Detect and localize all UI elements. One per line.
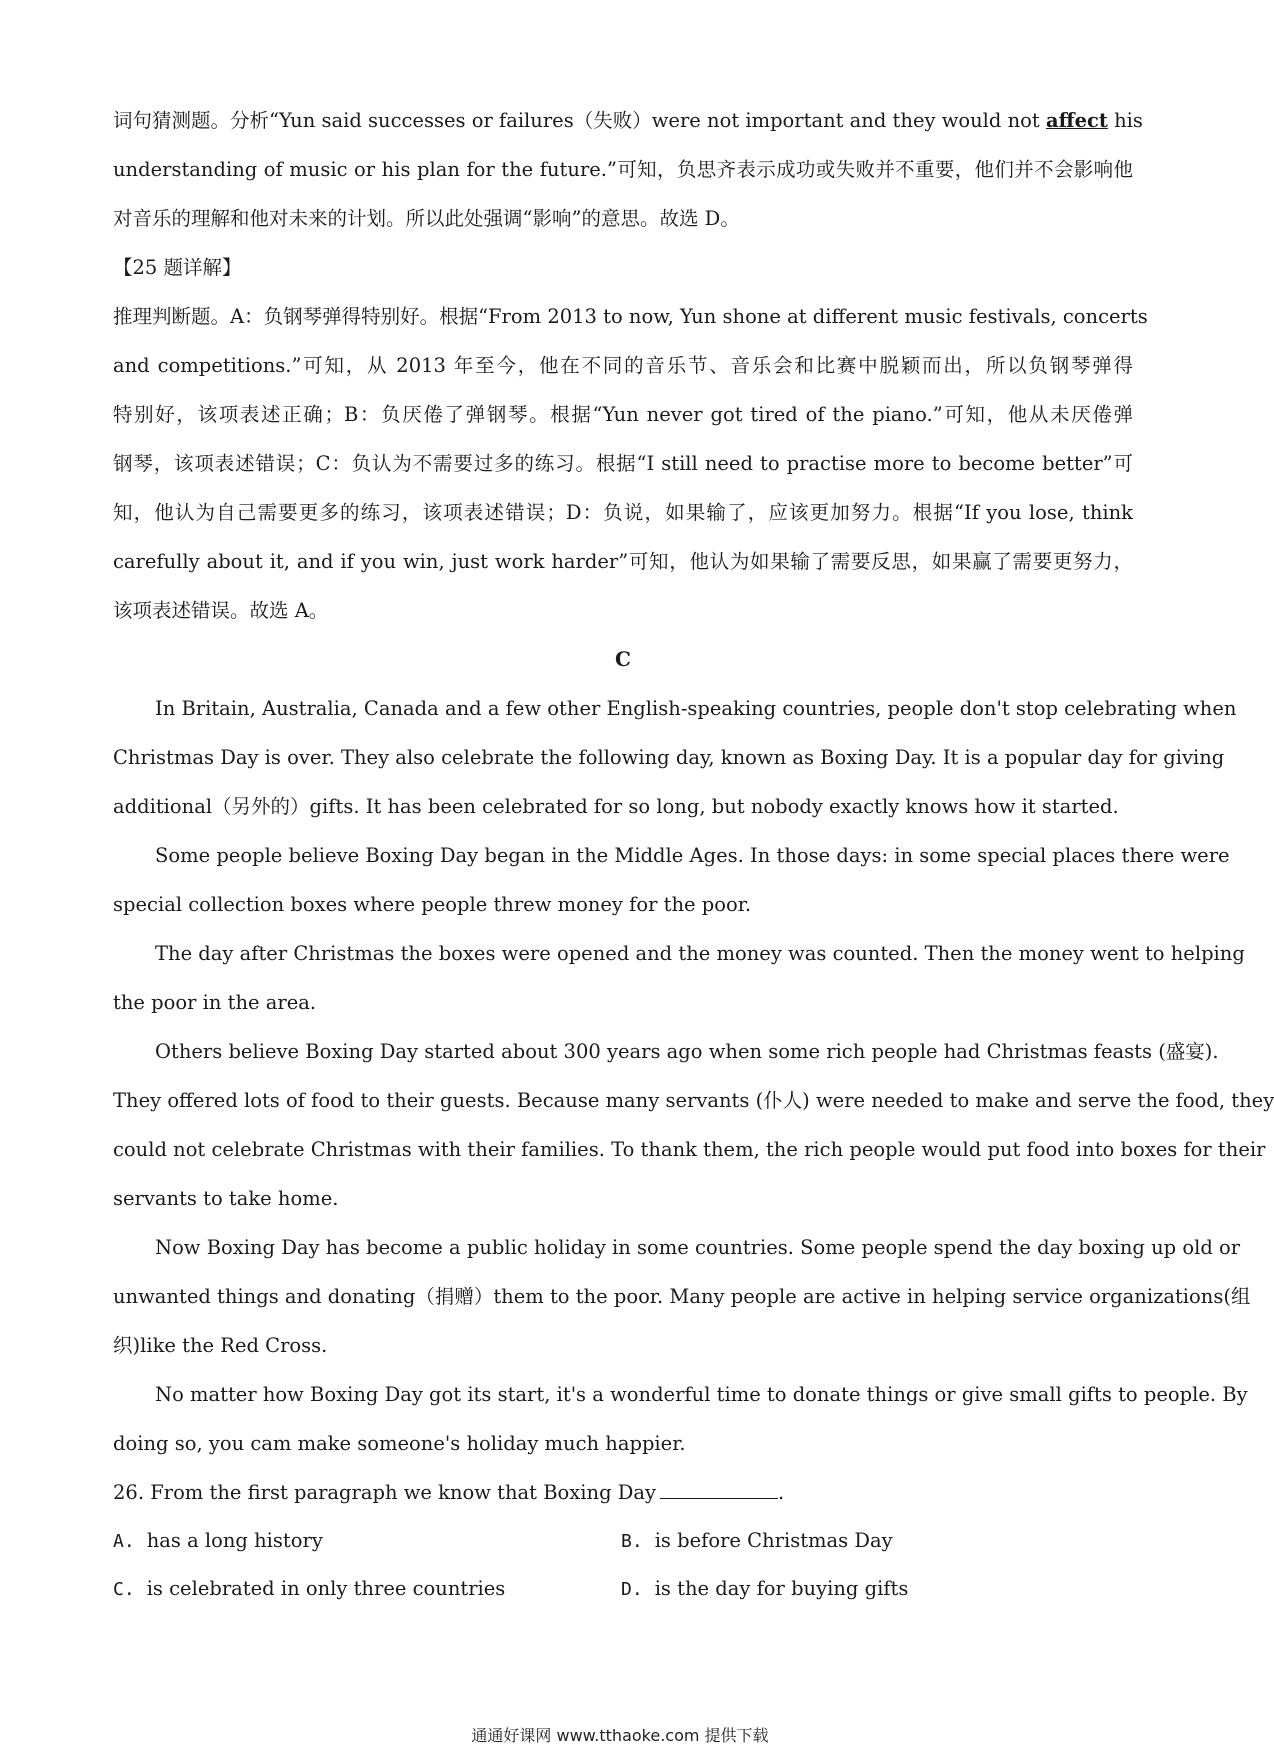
analysis-25-line: 特别好，该项表述正确；B：负厌倦了弹钢琴。根据“Yun never got tired of the piano.”可知，他从未厌倦弹 [113, 403, 1133, 426]
analysis-25-line: 钢琴，该项表述错误；C：负认为不需要过多的练习。根据“I still need to practise more to become better”可 [113, 452, 1133, 475]
option-text: is celebrated in only three countries [146, 1577, 506, 1600]
option-text: has a long history [146, 1529, 323, 1552]
analysis-24-line-2: understanding of music or his plan for the future.”可知，负思齐表示成功或失败并不重要，他们并不会影响他 [113, 158, 1133, 181]
passage-line: the poor in the area. [113, 991, 317, 1014]
analysis-24-line-3: 对音乐的理解和他对未来的计划。所以此处强调“影响”的意思。故选 D。 [113, 207, 740, 230]
analysis-24-line-1 [113, 96, 1143, 145]
document-page [113, 96, 1274, 1613]
analysis-text: 词句猜测题。分析“Yun said successes or failures（失败）were not important and they would not [113, 109, 1046, 132]
passage-line: could not celebrate Christmas with their families. To thank them, the rich people would put food into boxes for their [113, 1138, 1266, 1161]
analysis-25-line: and competitions.”可知，从 2013 年至今，他在不同的音乐节、音乐会和比赛中脱颖而出，所以负钢琴弹得 [113, 354, 1133, 377]
passage-line: Some people believe Boxing Day began in the Middle Ages. In those days: in some special places there were [155, 844, 1230, 867]
passage-line: Now Boxing Day has become a public holiday in some countries. Some people spend the day boxing up old or [155, 1236, 1241, 1259]
passage-title: C [615, 647, 631, 671]
option-a[interactable] [113, 1517, 621, 1565]
analysis-25-line: 推理判断题。A：负钢琴弹得特别好。根据“From 2013 to now, Yun shone at different music festivals, concerts [113, 305, 1148, 328]
page-footer: 通通好课网 www.tthaoke.com 提供下载 [471, 1726, 769, 1745]
question-number: 26. [113, 1481, 145, 1504]
option-letter: D. [621, 1579, 643, 1600]
analysis-25-line: carefully about it, and if you win, just work harder”可知，他认为如果输了需要反思，如果赢了需要更努力， [113, 550, 1133, 573]
passage-line: special collection boxes where people threw money for the poor. [113, 893, 752, 916]
passage-line: unwanted things and donating（捐赠）them to the poor. Many people are active in helping service organizations(组 [113, 1285, 1251, 1308]
passage-line: The day after Christmas the boxes were opened and the money was counted. Then the money went to helping [155, 942, 1245, 965]
keyword-affect: affect [1045, 109, 1108, 132]
passage-line: doing so, you cam make someone's holiday much happier. [113, 1432, 686, 1455]
option-b[interactable] [621, 1517, 1129, 1565]
option-letter: C. [113, 1579, 135, 1600]
analysis-25-line: 该项表述错误。故选 A。 [113, 599, 329, 622]
passage-line: No matter how Boxing Day got its start, it's a wonderful time to donate things or give small gifts to people. By [155, 1383, 1248, 1406]
passage-line: 织)like the Red Cross. [113, 1334, 328, 1357]
answer-options [113, 1517, 1133, 1613]
option-text: is before Christmas Day [654, 1529, 893, 1552]
passage-line: Christmas Day is over. They also celebrate the following day, known as Boxing Day. It is a popular day for giving [113, 746, 1225, 769]
option-d[interactable] [621, 1565, 1129, 1613]
answer-blank [660, 1480, 778, 1499]
option-letter: A. [113, 1531, 135, 1552]
question-end: . [778, 1481, 785, 1504]
question-26 [113, 1468, 1133, 1517]
option-c[interactable] [113, 1565, 621, 1613]
option-text: is the day for buying gifts [654, 1577, 909, 1600]
option-letter: B. [621, 1531, 643, 1552]
analysis-25-heading: 【25 题详解】 [113, 256, 242, 279]
passage-line: Others believe Boxing Day started about 300 years ago when some rich people had Christmas feasts (盛宴). [155, 1040, 1219, 1063]
passage-line: additional（另外的）gifts. It has been celebrated for so long, but nobody exactly knows how it started. [113, 795, 1119, 818]
passage-line: They offered lots of food to their guests. Because many servants (仆人) were needed to make and serve the food, they [113, 1089, 1274, 1112]
passage-line: servants to take home. [113, 1187, 339, 1210]
analysis-25-line: 知，他认为自己需要更多的练习，该项表述错误；D：负说，如果输了，应该更加努力。根据“If you lose, think [113, 501, 1133, 524]
analysis-text: his [1107, 109, 1143, 132]
question-stem: From the first paragraph we know that Boxing Day [150, 1481, 657, 1504]
passage-line: In Britain, Australia, Canada and a few other English-speaking countries, people don't stop celebrating when [155, 697, 1237, 720]
